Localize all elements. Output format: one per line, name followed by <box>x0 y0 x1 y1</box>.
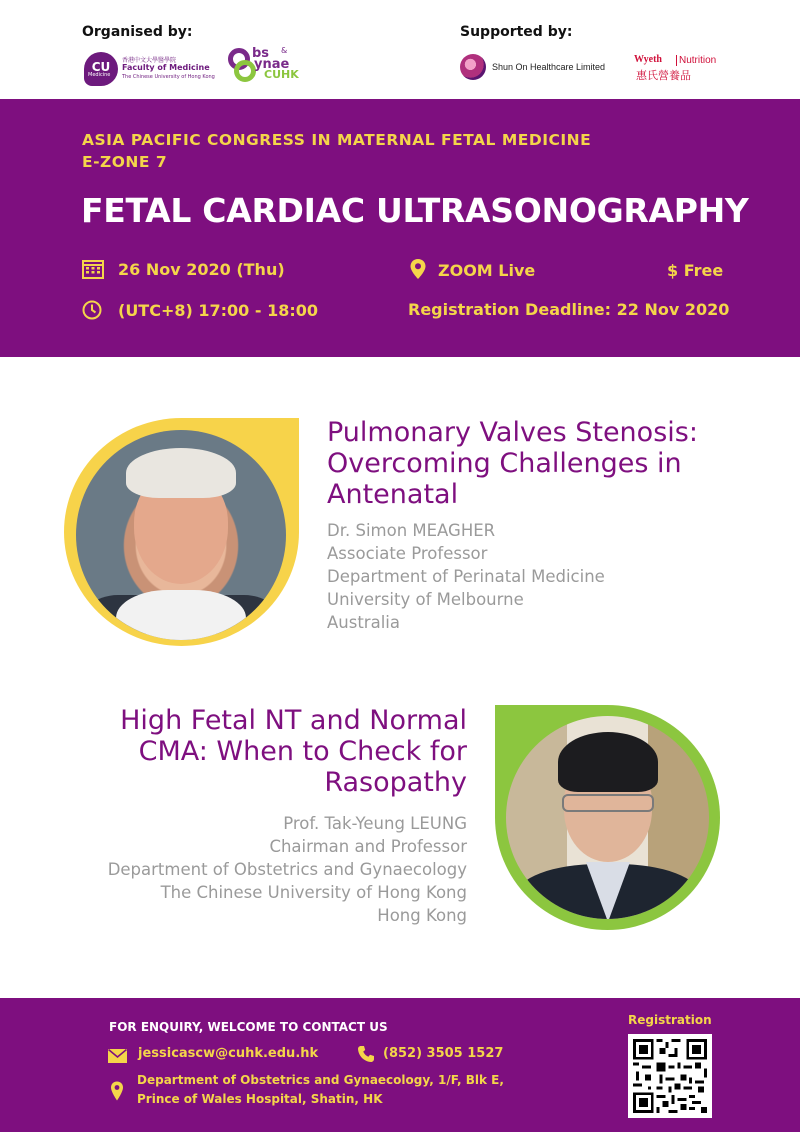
phone-icon <box>357 1045 375 1063</box>
event-time: (UTC+8) 17:00 - 18:00 <box>118 301 319 320</box>
cu-badge: CU Medicine <box>84 52 118 86</box>
registration-qr-code[interactable] <box>628 1034 712 1118</box>
shun-on-logo: Shun On Healthcare Limited <box>460 54 620 82</box>
speaker2-institution: The Chinese University of Hong Kong <box>160 883 467 902</box>
shun-on-mark-icon <box>460 54 486 80</box>
obs-gynae-cuhk-logo: bs & ynae CUHK <box>228 46 308 86</box>
email-icon <box>108 1048 127 1062</box>
registration-deadline: Registration Deadline: 22 Nov 2020 <box>408 300 730 319</box>
contact-address: Department of Obstetrics and Gynaecology, 1/F, Blk E, Prince of Wales Hospital, Shatin, HK <box>137 1073 504 1106</box>
speaker1-photo <box>76 430 286 640</box>
organised-by-label: Organised by: <box>82 24 193 40</box>
speaker2-name: Prof. Tak-Yeung LEUNG <box>283 814 467 833</box>
event-fee: $ Free <box>667 261 724 280</box>
event-date: 26 Nov 2020 (Thu) <box>118 260 285 279</box>
congress-name: ASIA PACIFIC CONGRESS IN MATERNAL FETAL MEDICINE <box>82 131 592 149</box>
cu-chinese-name: 香港中文大學醫學院 <box>122 57 177 64</box>
enquiry-heading: FOR ENQUIRY, WELCOME TO CONTACT US <box>109 1020 388 1034</box>
speaker1-institution: University of Melbourne <box>327 590 524 609</box>
speaker2-photo <box>506 716 709 919</box>
event-title: FETAL CARDIAC ULTRASONOGRAPHY <box>81 191 749 230</box>
cu-university-name: The Chinese University of Hong Kong <box>122 74 215 80</box>
cu-medicine-logo <box>84 52 214 86</box>
speaker1-department: Department of Perinatal Medicine <box>327 567 605 586</box>
cu-faculty-name: Faculty of Medicine <box>122 63 210 72</box>
wyeth-nutrition-logo: Wyeth Nutrition 惠氏營養品 <box>634 54 717 82</box>
speaker2-details <box>60 812 467 927</box>
address-pin-icon <box>110 1081 124 1101</box>
contact-email[interactable]: jessicascw@cuhk.edu.hk <box>138 1046 319 1061</box>
speaker1-country: Australia <box>327 613 400 632</box>
talk1-title: Pulmonary Valves Stenosis: Overcoming Challenges in Antenatal <box>327 417 698 510</box>
contact-phone[interactable]: (852) 3505 1527 <box>383 1046 504 1061</box>
talk2-title: High Fetal NT and Normal CMA: When to Check for Rasopathy <box>120 705 467 798</box>
clock-icon <box>82 300 102 320</box>
speaker1-name: Dr. Simon MEAGHER <box>327 521 496 540</box>
supported-by-label: Supported by: <box>460 24 573 40</box>
speaker1-position: Associate Professor <box>327 544 488 563</box>
congress-zone: E-ZONE 7 <box>82 153 168 171</box>
registration-label: Registration <box>628 1013 712 1027</box>
speaker2-position: Chairman and Professor <box>269 837 467 856</box>
speaker2-country: Hong Kong <box>377 906 467 925</box>
calendar-icon <box>82 259 104 279</box>
location-pin-icon <box>409 258 427 280</box>
speaker2-department: Department of Obstetrics and Gynaecology <box>107 860 467 879</box>
event-venue: ZOOM Live <box>438 261 536 280</box>
speaker1-details <box>327 519 605 634</box>
